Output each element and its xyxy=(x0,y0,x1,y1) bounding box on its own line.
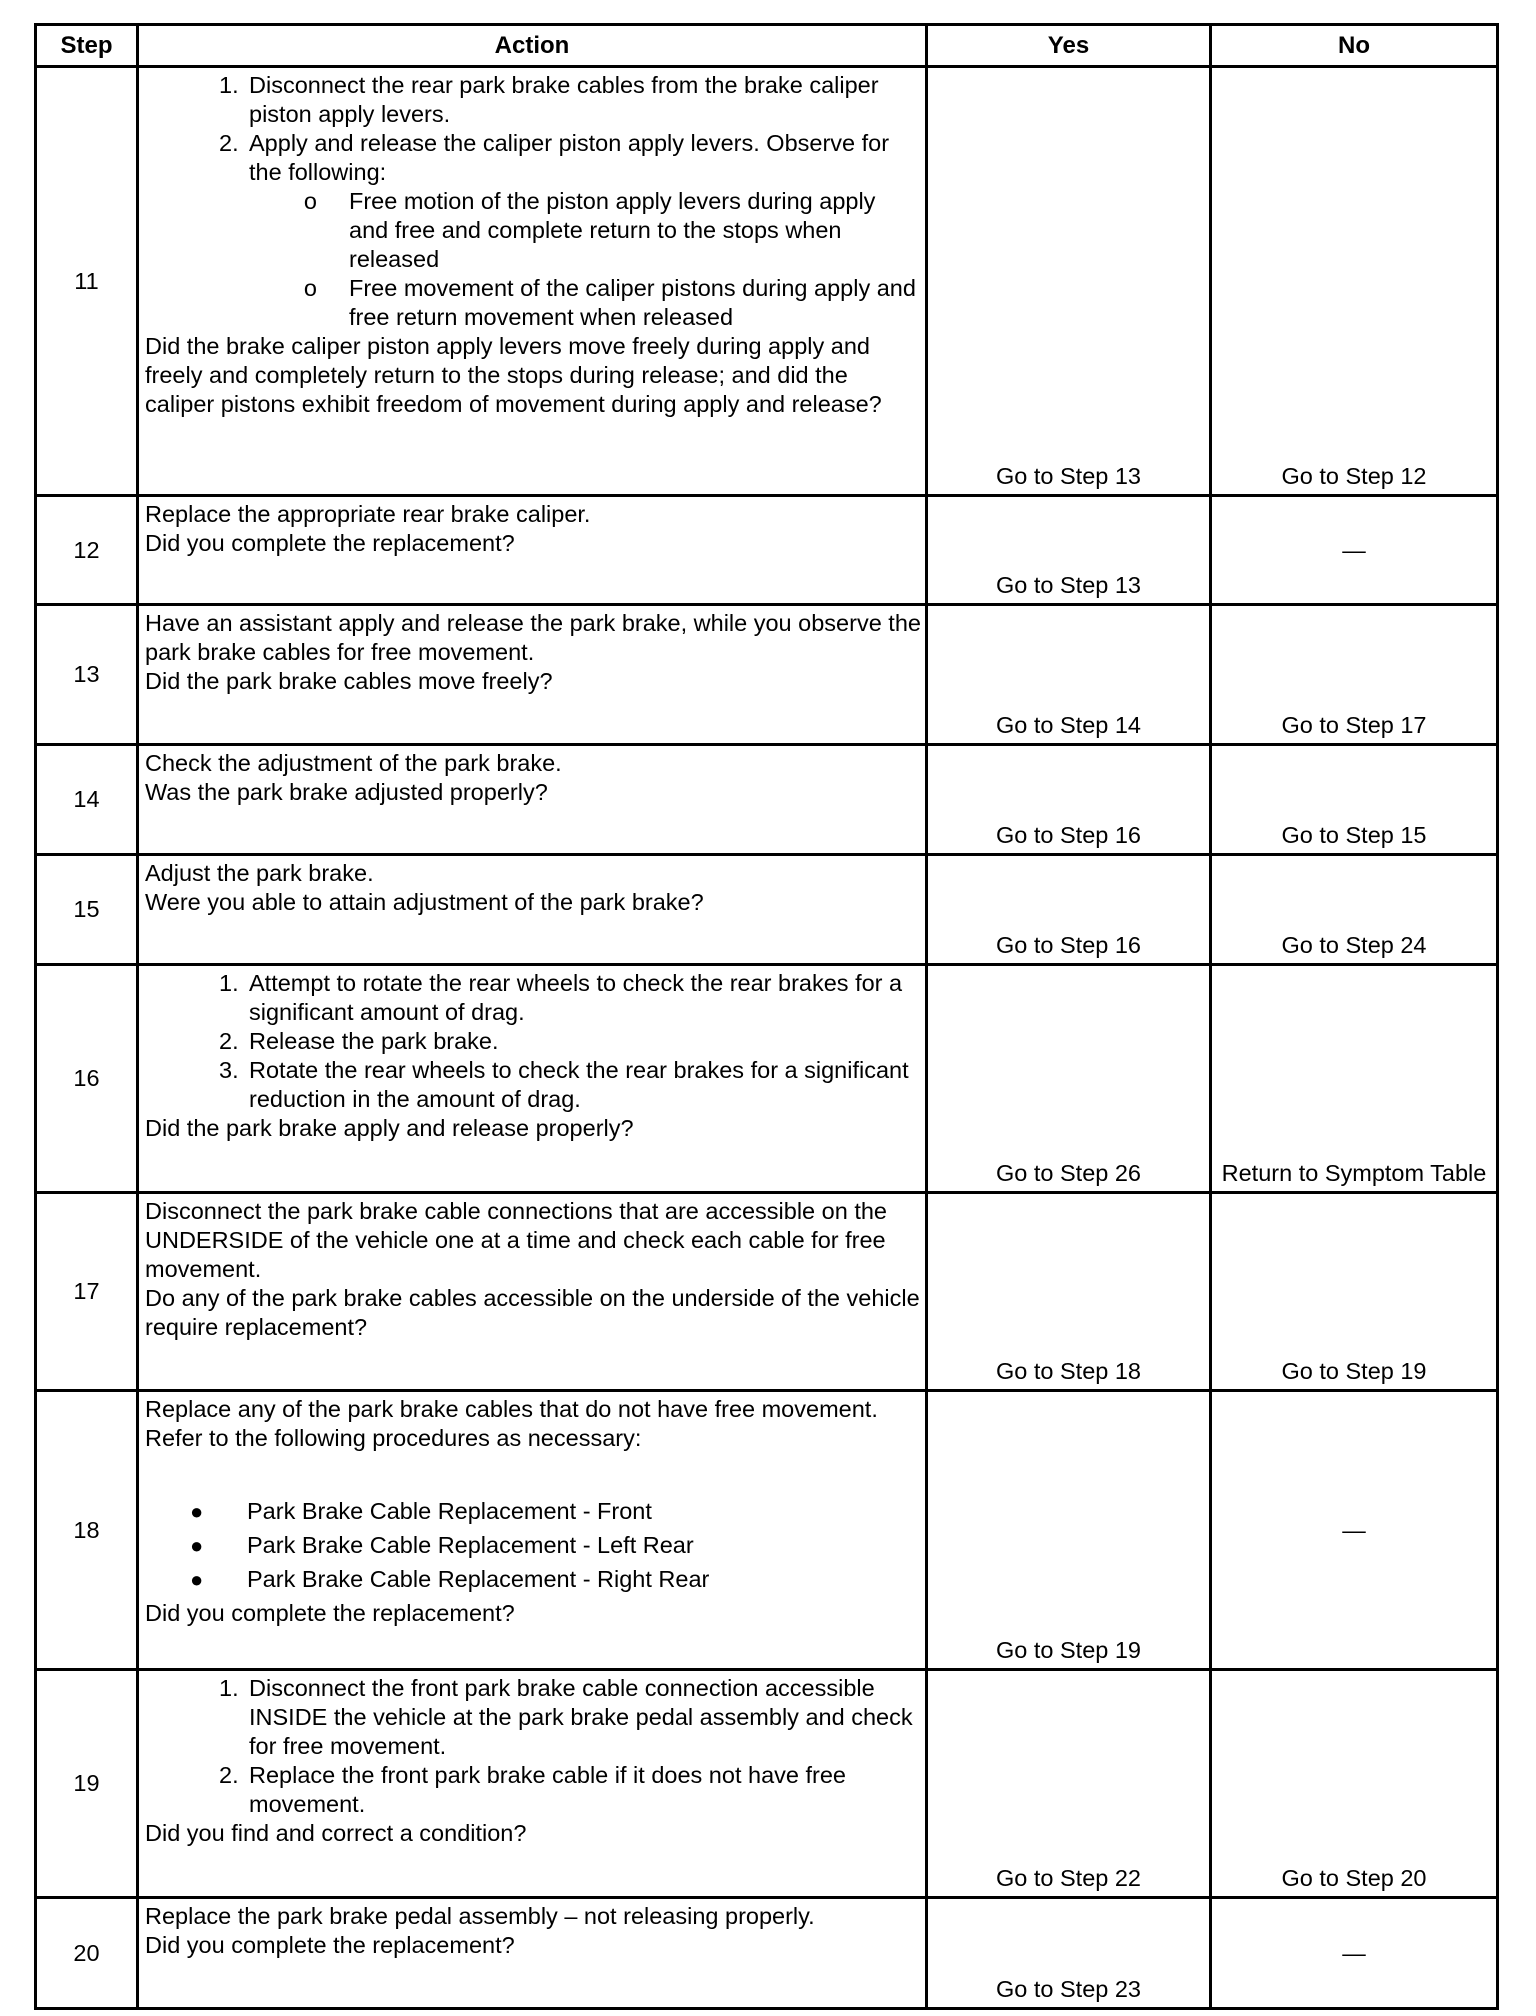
list-item: ● Park Brake Cable Replacement - Front xyxy=(190,1498,652,1524)
question-text: Did the park brake cables move freely? xyxy=(145,668,553,694)
numbered-list xyxy=(145,1674,921,1819)
list-item: 2. Apply and release the caliper piston apply levers. Observe for the following: xyxy=(219,130,890,185)
no-cell: Return to Symptom Table xyxy=(1211,965,1498,1193)
numbered-list xyxy=(145,969,921,1114)
yes-cell: Go to Step 13 xyxy=(927,67,1211,496)
header-row xyxy=(36,25,1498,67)
table-row xyxy=(36,605,1498,745)
step-number: 15 xyxy=(36,855,138,965)
yes-cell: Go to Step 18 xyxy=(927,1193,1211,1391)
table-row xyxy=(36,1391,1498,1670)
header-step: Step xyxy=(36,25,138,67)
action-cell xyxy=(138,496,927,605)
table-row xyxy=(36,1898,1498,2009)
yes-cell: Go to Step 26 xyxy=(927,965,1211,1193)
list-item: 3. Rotate the rear wheels to check the rear brakes for a significant reduction in the amount of drag. xyxy=(219,1057,909,1112)
action-text: Replace the appropriate rear brake caliper. xyxy=(145,501,591,527)
question-text: Was the park brake adjusted properly? xyxy=(145,779,548,805)
step-number: 16 xyxy=(36,965,138,1193)
action-text: Disconnect the park brake cable connections that are accessible on the UNDERSIDE of the vehicle one at a time and check each cable for free movement. xyxy=(145,1198,887,1282)
list-item: o Free movement of the caliper pistons during apply and free return movement when released xyxy=(303,275,916,330)
action-cell xyxy=(138,1193,927,1391)
step-number: 13 xyxy=(36,605,138,745)
question-text: Did the brake caliper piston apply levers move freely during apply and freely and completely return to the stops during release; and did the caliper pistons exhibit freedom of movement during apply and release? xyxy=(145,333,882,417)
action-text: Replace any of the park brake cables that do not have free movement. Refer to the following procedures as necessary: xyxy=(145,1396,878,1451)
action-cell xyxy=(138,605,927,745)
step-number: 14 xyxy=(36,745,138,855)
numbered-list xyxy=(145,71,921,187)
question-text: Did the park brake apply and release properly? xyxy=(145,1115,634,1141)
step-number: 20 xyxy=(36,1898,138,2009)
no-cell: Go to Step 17 xyxy=(1211,605,1498,745)
table-row xyxy=(36,1193,1498,1391)
bullet-list xyxy=(145,1497,921,1594)
step-number: 19 xyxy=(36,1670,138,1898)
header-action: Action xyxy=(138,25,927,67)
no-cell: — xyxy=(1211,1391,1498,1670)
list-item: 1. Disconnect the rear park brake cables from the brake caliper piston apply levers. xyxy=(219,72,879,127)
list-item: 2. Release the park brake. xyxy=(219,1028,499,1054)
no-cell: — xyxy=(1211,496,1498,605)
table-row xyxy=(36,1670,1498,1898)
list-item: ● Park Brake Cable Replacement - Right Rear xyxy=(190,1566,710,1592)
table-row xyxy=(36,745,1498,855)
question-text: Did you find and correct a condition? xyxy=(145,1820,527,1846)
header-yes: Yes xyxy=(927,25,1211,67)
action-text: Replace the park brake pedal assembly – not releasing properly. xyxy=(145,1903,815,1929)
step-number: 18 xyxy=(36,1391,138,1670)
list-item: 1. Attempt to rotate the rear wheels to check the rear brakes for a significant amount of drag. xyxy=(219,970,903,1025)
table-row xyxy=(36,496,1498,605)
no-cell: Go to Step 19 xyxy=(1211,1193,1498,1391)
question-text: Were you able to attain adjustment of the park brake? xyxy=(145,889,704,915)
no-cell: Go to Step 24 xyxy=(1211,855,1498,965)
question-text: Did you complete the replacement? xyxy=(145,1600,515,1626)
yes-cell: Go to Step 14 xyxy=(927,605,1211,745)
list-item: 1. Disconnect the front park brake cable connection accessible INSIDE the vehicle at the park brake pedal assembly and check for free movement. xyxy=(219,1675,913,1759)
step-number: 17 xyxy=(36,1193,138,1391)
action-cell xyxy=(138,1391,927,1670)
no-cell: — xyxy=(1211,1898,1498,2009)
table-row xyxy=(36,67,1498,496)
action-cell xyxy=(138,965,927,1193)
question-text: Do any of the park brake cables accessible on the underside of the vehicle require replacement? xyxy=(145,1285,920,1340)
action-cell xyxy=(138,855,927,965)
yes-cell: Go to Step 19 xyxy=(927,1391,1211,1670)
no-cell: Go to Step 15 xyxy=(1211,745,1498,855)
no-cell: Go to Step 20 xyxy=(1211,1670,1498,1898)
list-item: 2. Replace the front park brake cable if it does not have free movement. xyxy=(219,1762,846,1817)
step-number: 12 xyxy=(36,496,138,605)
question-text: Did you complete the replacement? xyxy=(145,530,515,556)
step-number: 11 xyxy=(36,67,138,496)
table-row xyxy=(36,855,1498,965)
yes-cell: Go to Step 13 xyxy=(927,496,1211,605)
sub-bullet-list xyxy=(145,187,921,332)
question-text: Did you complete the replacement? xyxy=(145,1932,515,1958)
action-cell xyxy=(138,67,927,496)
yes-cell: Go to Step 22 xyxy=(927,1670,1211,1898)
table-row xyxy=(36,965,1498,1193)
yes-cell: Go to Step 16 xyxy=(927,855,1211,965)
action-cell xyxy=(138,1670,927,1898)
action-cell xyxy=(138,1898,927,2009)
yes-cell: Go to Step 23 xyxy=(927,1898,1211,2009)
yes-cell: Go to Step 16 xyxy=(927,745,1211,855)
diagnostic-table xyxy=(34,23,1499,2010)
list-item: o Free motion of the piston apply levers during apply and free and complete return to the stops when released xyxy=(303,188,876,272)
no-cell: Go to Step 12 xyxy=(1211,67,1498,496)
header-no: No xyxy=(1211,25,1498,67)
list-item: ● Park Brake Cable Replacement - Left Rear xyxy=(190,1532,694,1558)
action-text: Adjust the park brake. xyxy=(145,860,374,886)
action-cell xyxy=(138,745,927,855)
action-text: Have an assistant apply and release the park brake, while you observe the park brake cables for free movement. xyxy=(145,610,921,665)
action-text: Check the adjustment of the park brake. xyxy=(145,750,562,776)
